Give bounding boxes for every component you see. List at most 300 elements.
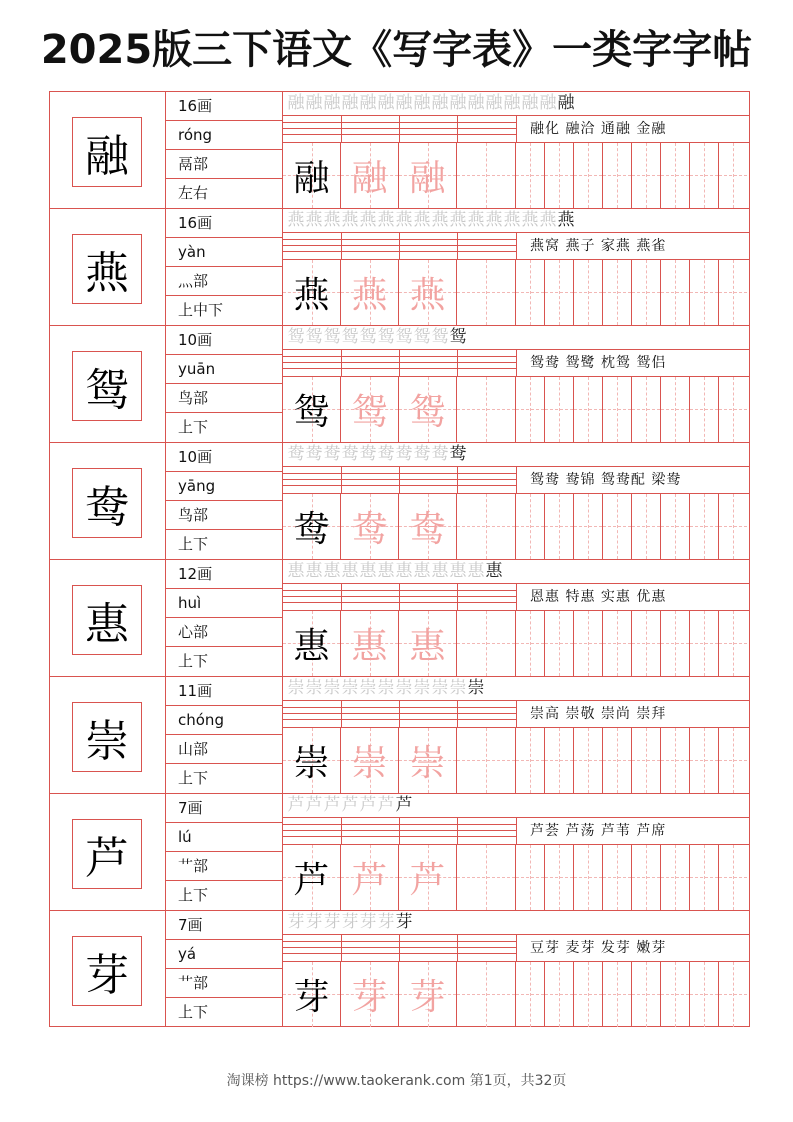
stroke-step: 崇 (359, 678, 377, 698)
trace-character: 融 (351, 158, 388, 199)
grid-cell[interactable] (341, 845, 399, 910)
practice-area (283, 209, 749, 325)
pinyin-divider (457, 584, 458, 610)
grid-guide-v (675, 611, 676, 676)
grid-cell[interactable] (545, 260, 574, 325)
radical: 鸟部 (166, 501, 282, 530)
pinyin-divider (457, 467, 458, 493)
practice-area (283, 326, 749, 442)
stroke-step: 芽 (395, 912, 413, 932)
grid-guide-v (675, 845, 676, 910)
stroke-count: 16画 (166, 209, 282, 238)
grid-guide-v (733, 728, 734, 793)
radical: 灬部 (166, 267, 282, 296)
stroke-step: 融 (521, 93, 539, 113)
grid-guide-v (646, 611, 647, 676)
grid-cell[interactable] (545, 377, 574, 442)
grid-cell[interactable] (516, 962, 545, 1027)
grid-cell[interactable] (283, 962, 341, 1027)
pinyin-divider (457, 935, 458, 961)
stroke-step: 融 (377, 93, 395, 113)
pinyin-lines (283, 584, 516, 610)
grid-cell[interactable] (399, 962, 457, 1027)
grid-cell[interactable] (661, 494, 690, 559)
stroke-step: 鸯 (377, 444, 395, 464)
grid-cell[interactable] (690, 260, 719, 325)
writing-grid (283, 610, 749, 676)
stroke-step: 芦 (323, 795, 341, 815)
grid-cell[interactable] (632, 494, 661, 559)
stroke-step: 融 (287, 93, 305, 113)
stroke-order-row (283, 911, 749, 935)
grid-guide-v (646, 962, 647, 1027)
grid-cell[interactable] (457, 611, 516, 676)
grid-guide-v (486, 728, 487, 793)
info-column (166, 209, 283, 325)
stroke-step: 鸯 (431, 444, 449, 464)
grid-cell[interactable] (574, 260, 603, 325)
grid-cell[interactable] (283, 611, 341, 676)
grid-cell[interactable] (341, 377, 399, 442)
big-character: 芽 (72, 936, 142, 1006)
stroke-step: 鸯 (413, 444, 431, 464)
grid-guide-v (559, 611, 560, 676)
grid-cell[interactable] (341, 962, 399, 1027)
stroke-step: 崇 (341, 678, 359, 698)
grid-cell[interactable] (719, 143, 747, 208)
pinyin: róng (166, 121, 282, 150)
grid-cell[interactable] (690, 962, 719, 1027)
stroke-step: 鸳 (395, 327, 413, 347)
stroke-step: 燕 (305, 210, 323, 230)
big-character: 崇 (72, 702, 142, 772)
model-character: 融 (293, 158, 330, 199)
grid-guide-v (486, 962, 487, 1027)
trace-character: 芦 (351, 860, 388, 901)
grid-cell[interactable] (516, 494, 545, 559)
word-examples: 鸳鸯 鸯锦 鸳鸯配 梁鸯 (530, 472, 682, 488)
grid-cell[interactable] (603, 494, 632, 559)
grid-cell[interactable] (661, 260, 690, 325)
grid-cell[interactable] (719, 728, 747, 793)
stroke-count: 12画 (166, 560, 282, 589)
grid-guide-v (646, 494, 647, 559)
grid-cell[interactable] (341, 260, 399, 325)
practice-area (283, 911, 749, 1027)
grid-cell[interactable] (690, 143, 719, 208)
grid-cell[interactable] (719, 377, 747, 442)
grid-cell[interactable] (661, 143, 690, 208)
word-examples: 燕窝 燕子 家燕 燕雀 (530, 238, 667, 254)
pinyin: yá (166, 940, 282, 969)
grid-guide-v (733, 377, 734, 442)
grid-cell[interactable] (457, 962, 516, 1027)
stroke-step: 融 (449, 93, 467, 113)
grid-cell[interactable] (516, 845, 545, 910)
grid-cell[interactable] (690, 728, 719, 793)
stroke-step: 鸳 (341, 327, 359, 347)
structure: 上下 (178, 418, 209, 436)
writing-grid (283, 727, 749, 793)
stroke-step: 燕 (323, 210, 341, 230)
grid-cell[interactable] (341, 494, 399, 559)
grid-cell[interactable] (632, 611, 661, 676)
stroke-step: 惠 (341, 561, 359, 581)
structure: 上下 (178, 1003, 209, 1021)
structure: 上下 (178, 535, 209, 553)
grid-guide-v (733, 845, 734, 910)
grid-guide-v (617, 143, 618, 208)
stroke-step: 芦 (377, 795, 395, 815)
stroke-order-row (283, 92, 749, 116)
stroke-step: 崇 (395, 678, 413, 698)
grid-cell[interactable] (632, 260, 661, 325)
grid-cell[interactable] (661, 728, 690, 793)
stroke-step: 鸳 (449, 327, 467, 347)
grid-guide-v (646, 377, 647, 442)
grid-guide-v (675, 494, 676, 559)
grid-guide-v (486, 260, 487, 325)
grid-cell[interactable] (516, 728, 545, 793)
big-character: 鸳 (72, 351, 142, 421)
grid-cell[interactable] (690, 845, 719, 910)
stroke-order-row (283, 560, 749, 584)
grid-cell[interactable] (719, 962, 747, 1027)
big-character: 惠 (72, 585, 142, 655)
stroke-count: 7画 (166, 794, 282, 823)
grid-cell[interactable] (283, 377, 341, 442)
grid-cell[interactable] (545, 845, 574, 910)
big-character: 芦 (72, 819, 142, 889)
model-character: 芽 (293, 977, 330, 1018)
grid-cell[interactable] (574, 962, 603, 1027)
stroke-step: 崇 (413, 678, 431, 698)
grid-guide-v (588, 962, 589, 1027)
grid-cell[interactable] (690, 377, 719, 442)
stroke-step: 燕 (431, 210, 449, 230)
grid-cell[interactable] (399, 611, 457, 676)
grid-cell[interactable] (399, 143, 457, 208)
model-character: 鸯 (293, 509, 330, 550)
trace-character: 鸯 (351, 509, 388, 550)
stroke-step: 鸳 (287, 327, 305, 347)
grid-guide-v (733, 260, 734, 325)
grid-cell[interactable] (603, 260, 632, 325)
structure: 上下 (178, 769, 209, 787)
grid-cell[interactable] (283, 845, 341, 910)
grid-cell[interactable] (632, 845, 661, 910)
stroke-step: 融 (359, 93, 377, 113)
grid-cell[interactable] (719, 611, 747, 676)
character-block (50, 677, 749, 794)
trace-character: 崇 (409, 743, 446, 784)
stroke-step: 鸳 (413, 327, 431, 347)
stroke-step: 燕 (449, 210, 467, 230)
grid-cell[interactable] (661, 962, 690, 1027)
stroke-step: 惠 (449, 561, 467, 581)
grid-cell[interactable] (545, 728, 574, 793)
grid-cell[interactable] (341, 611, 399, 676)
grid-cell[interactable] (457, 260, 516, 325)
grid-guide-v (617, 611, 618, 676)
grid-cell[interactable] (632, 377, 661, 442)
grid-guide-v (559, 728, 560, 793)
grid-cell[interactable] (545, 611, 574, 676)
info-column (166, 677, 283, 793)
character-sheet (49, 91, 750, 1027)
stroke-step: 燕 (377, 210, 395, 230)
grid-cell[interactable] (516, 143, 545, 208)
model-character: 崇 (293, 743, 330, 784)
stroke-step: 燕 (395, 210, 413, 230)
grid-cell[interactable] (545, 962, 574, 1027)
stroke-order-row (283, 677, 749, 701)
grid-cell[interactable] (399, 728, 457, 793)
grid-cell[interactable] (516, 611, 545, 676)
big-character-column (50, 794, 166, 910)
pinyin-lines (283, 935, 516, 961)
pinyin-lines (283, 233, 516, 259)
grid-cell[interactable] (399, 494, 457, 559)
grid-guide-v (646, 260, 647, 325)
grid-cell[interactable] (283, 494, 341, 559)
model-character: 燕 (293, 275, 330, 316)
page-title: 2025版三下语文《写字表》一类字字帖 (40, 27, 753, 73)
grid-cell[interactable] (719, 494, 747, 559)
grid-guide-v (588, 260, 589, 325)
stroke-count: 16画 (166, 92, 282, 121)
stroke-count: 7画 (166, 911, 282, 940)
stroke-step: 融 (467, 93, 485, 113)
big-character: 燕 (72, 234, 142, 304)
grid-cell[interactable] (690, 494, 719, 559)
practice-area (283, 794, 749, 910)
big-character-column (50, 911, 166, 1027)
grid-cell[interactable] (516, 377, 545, 442)
grid-cell[interactable] (661, 611, 690, 676)
stroke-step: 芽 (341, 912, 359, 932)
practice-area (283, 677, 749, 793)
stroke-count: 11画 (166, 677, 282, 706)
pinyin: chóng (166, 706, 282, 735)
grid-cell[interactable] (719, 260, 747, 325)
pinyin: yàn (166, 238, 282, 267)
grid-guide-v (530, 611, 531, 676)
stroke-step: 崇 (377, 678, 395, 698)
stroke-step: 融 (395, 93, 413, 113)
big-character-column (50, 560, 166, 676)
grid-cell[interactable] (603, 845, 632, 910)
character-block (50, 92, 749, 209)
word-examples: 恩惠 特惠 实惠 优惠 (530, 589, 667, 605)
grid-guide-v (530, 845, 531, 910)
stroke-count: 10画 (166, 443, 282, 472)
pinyin-divider (457, 350, 458, 376)
grid-guide-v (486, 377, 487, 442)
grid-guide-v (733, 494, 734, 559)
stroke-step: 鸯 (341, 444, 359, 464)
stroke-step: 燕 (359, 210, 377, 230)
word-examples: 芦荟 芦荡 芦苇 芦席 (530, 823, 667, 839)
practice-area (283, 560, 749, 676)
radical: 鬲部 (166, 150, 282, 179)
radical: 艹部 (166, 969, 282, 998)
stroke-step: 崇 (449, 678, 467, 698)
trace-character: 芦 (409, 860, 446, 901)
stroke-step: 惠 (485, 561, 503, 581)
grid-cell[interactable] (632, 962, 661, 1027)
practice-area (283, 92, 749, 208)
pinyin-divider (457, 233, 458, 259)
structure: 上下 (178, 886, 209, 904)
stroke-step: 崇 (287, 678, 305, 698)
grid-cell[interactable] (574, 143, 603, 208)
pinyin-divider (399, 350, 400, 376)
grid-guide-v (675, 962, 676, 1027)
grid-cell[interactable] (574, 494, 603, 559)
stroke-step: 鸯 (359, 444, 377, 464)
grid-guide-v (704, 611, 705, 676)
grid-guide-v (559, 377, 560, 442)
pinyin-divider (457, 818, 458, 844)
grid-cell[interactable] (457, 377, 516, 442)
trace-character: 惠 (409, 626, 446, 667)
big-character-column (50, 443, 166, 559)
grid-guide-v (704, 728, 705, 793)
grid-cell[interactable] (545, 494, 574, 559)
writing-grid (283, 142, 749, 208)
word-examples: 崇高 崇敬 崇尚 崇拜 (530, 706, 667, 722)
stroke-step: 鸳 (323, 327, 341, 347)
info-column (166, 443, 283, 559)
grid-guide-v (559, 260, 560, 325)
grid-guide-v (486, 611, 487, 676)
grid-cell[interactable] (574, 377, 603, 442)
grid-cell[interactable] (283, 728, 341, 793)
big-character: 鸯 (72, 468, 142, 538)
info-column (166, 911, 283, 1027)
stroke-step: 融 (341, 93, 359, 113)
radical: 心部 (166, 618, 282, 647)
grid-guide-v (646, 728, 647, 793)
pinyin: yāng (166, 472, 282, 501)
grid-cell[interactable] (457, 728, 516, 793)
stroke-step: 崇 (305, 678, 323, 698)
character-block (50, 443, 749, 560)
grid-cell[interactable] (399, 260, 457, 325)
grid-guide-v (617, 377, 618, 442)
grid-guide-v (675, 377, 676, 442)
grid-guide-v (617, 728, 618, 793)
grid-cell[interactable] (632, 143, 661, 208)
grid-guide-v (530, 260, 531, 325)
pinyin-divider (341, 233, 342, 259)
grid-cell[interactable] (603, 728, 632, 793)
writing-grid (283, 961, 749, 1027)
pinyin-divider (341, 116, 342, 142)
trace-character: 芽 (409, 977, 446, 1018)
grid-cell[interactable] (399, 845, 457, 910)
grid-cell[interactable] (283, 143, 341, 208)
grid-cell[interactable] (719, 845, 747, 910)
grid-cell[interactable] (661, 845, 690, 910)
stroke-step: 燕 (341, 210, 359, 230)
stroke-step: 惠 (287, 561, 305, 581)
grid-cell[interactable] (574, 728, 603, 793)
grid-guide-v (588, 143, 589, 208)
stroke-step: 崇 (323, 678, 341, 698)
info-column (166, 794, 283, 910)
stroke-step: 惠 (305, 561, 323, 581)
grid-cell[interactable] (603, 611, 632, 676)
pinyin-lines (283, 116, 516, 142)
page-footer: 淘课榜 https://www.taokerank.com 第1页，共32页 (226, 1073, 567, 1089)
grid-guide-v (559, 494, 560, 559)
grid-guide-v (704, 962, 705, 1027)
grid-guide-v (588, 494, 589, 559)
stroke-step: 芽 (305, 912, 323, 932)
grid-guide-v (617, 260, 618, 325)
grid-cell[interactable] (661, 377, 690, 442)
grid-cell[interactable] (603, 962, 632, 1027)
pinyin-divider (341, 935, 342, 961)
grid-cell[interactable] (283, 260, 341, 325)
pinyin-divider (399, 467, 400, 493)
stroke-step: 崇 (431, 678, 449, 698)
grid-cell[interactable] (574, 611, 603, 676)
grid-cell[interactable] (457, 494, 516, 559)
grid-cell[interactable] (341, 143, 399, 208)
grid-guide-v (704, 845, 705, 910)
writing-grid (283, 844, 749, 910)
trace-character: 鸳 (351, 392, 388, 433)
writing-grid (283, 376, 749, 442)
character-block (50, 326, 749, 443)
grid-cell[interactable] (457, 845, 516, 910)
stroke-order-row (283, 209, 749, 233)
grid-cell[interactable] (341, 728, 399, 793)
grid-guide-v (704, 143, 705, 208)
grid-cell[interactable] (690, 611, 719, 676)
grid-cell[interactable] (457, 143, 516, 208)
pinyin: lú (166, 823, 282, 852)
stroke-step: 燕 (521, 210, 539, 230)
character-block (50, 794, 749, 911)
grid-guide-v (704, 377, 705, 442)
grid-cell[interactable] (545, 143, 574, 208)
grid-guide-v (530, 377, 531, 442)
stroke-step: 芦 (341, 795, 359, 815)
grid-cell[interactable] (632, 728, 661, 793)
pinyin-lines (283, 818, 516, 844)
pinyin-divider (457, 116, 458, 142)
pinyin-divider (399, 584, 400, 610)
trace-character: 鸯 (409, 509, 446, 550)
grid-guide-v (704, 260, 705, 325)
practice-area (283, 443, 749, 559)
model-character: 鸳 (293, 392, 330, 433)
stroke-step: 芽 (377, 912, 395, 932)
grid-cell[interactable] (603, 377, 632, 442)
pinyin-divider (341, 584, 342, 610)
writing-grid (283, 259, 749, 325)
grid-cell[interactable] (399, 377, 457, 442)
grid-cell[interactable] (516, 260, 545, 325)
pinyin-divider (399, 818, 400, 844)
grid-cell[interactable] (603, 143, 632, 208)
grid-guide-v (588, 845, 589, 910)
grid-cell[interactable] (574, 845, 603, 910)
